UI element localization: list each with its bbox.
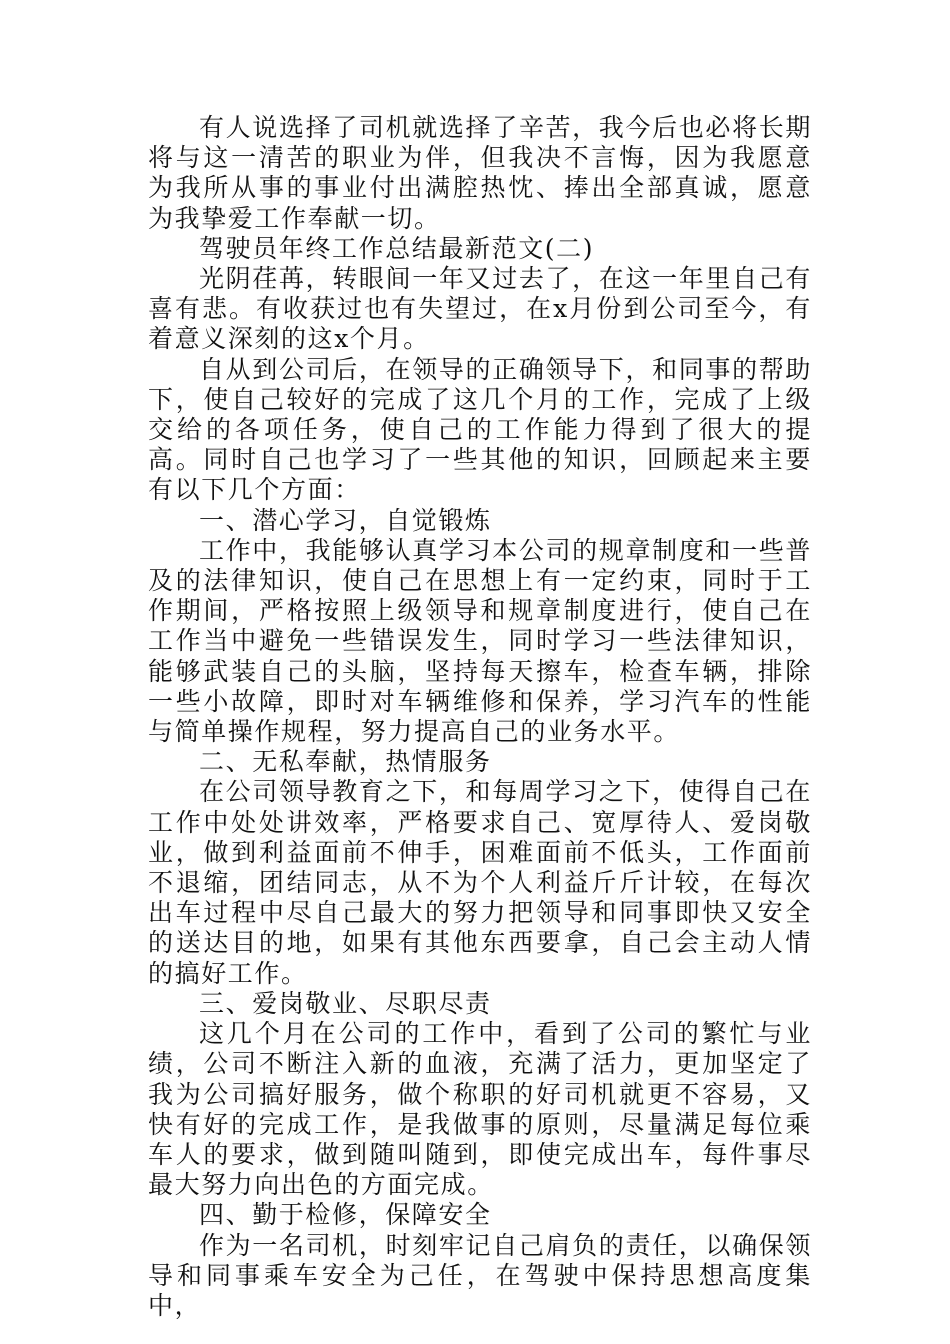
paragraph-dedication: 这几个月在公司的工作中，看到了公司的繁忙与业绩，公司不断注入新的血液，充满了活力，更加坚定了我为公司搞好服务，做个称职的好司机就更不容易，又快有好的完成工作，是我做事的原则，尽量满足每位乘车人的要求，做到随叫随到，即使完成出车，每件事尽最大努力向出色的方面完成。 bbox=[148, 1019, 812, 1200]
heading-service: 二、无私奉献，热情服务 bbox=[199, 747, 492, 777]
paragraph-study: 工作中，我能够认真学习本公司的规章制度和一些普及的法律知识，使自己在思想上有一定约束，同时于工作期间，严格按照上级领导和规章制度进行，使自己在工作当中避免一些错误发生，同时学习一些法律知识，能够武装自己的头脑，坚持每天擦车，检查车辆，排除一些小故障，即时对车辆维修和保养，学习汽车的性能与简单操作规程，努力提高自己的业务水平。 bbox=[148, 535, 812, 747]
section-title: 驾驶员年终工作总结最新范文(二) bbox=[199, 233, 595, 263]
paragraph-closing-statement: 有人说选择了司机就选择了辛苦，我今后也必将长期将与这一清苦的职业为伴，但我决不言悔，因为我愿意为我所从事的事业付出满腔热忱、捧出全部真诚，愿意为我挚爱工作奉献一切。 bbox=[148, 113, 812, 233]
document-body bbox=[148, 113, 812, 1321]
heading-study: 一、潜心学习，自觉锻炼 bbox=[199, 505, 492, 535]
paragraph-safety: 作为一名司机，时刻牢记自己肩负的责任，以确保领导和同事乘车安全为己任，在驾驶中保持思想高度集中， bbox=[148, 1230, 812, 1320]
heading-dedication: 三、爱岗敬业、尽职尽责 bbox=[199, 988, 492, 1018]
paragraph-intro: 光阴荏苒，转眼间一年又过去了，在这一年里自己有喜有悲。有收获过也有失望过，在x月份到公司至今，有着意义深刻的这x个月。 bbox=[148, 264, 812, 354]
heading-safety: 四、勤于检修，保障安全 bbox=[199, 1200, 492, 1230]
paragraph-service: 在公司领导教育之下，和每周学习之下，使得自己在工作中处处讲效率，严格要求自己、宽厚待人、爱岗敬业，做到利益面前不伸手，困难面前不低头，工作面前不退缩，团结同志，从不为个人利益斤斤计较，在每次出车过程中尽自己最大的努力把领导和同事即快又安全的送达目的地，如果有其他东西要拿，自己会主动人情的搞好工作。 bbox=[148, 777, 812, 988]
paragraph-overview: 自从到公司后，在领导的正确领导下，和同事的帮助下，使自己较好的完成了这几个月的工作，完成了上级交给的各项任务，使自己的工作能力得到了很大的提高。同时自己也学习了一些其他的知识，回顾起来主要有以下几个方面： bbox=[148, 354, 812, 505]
